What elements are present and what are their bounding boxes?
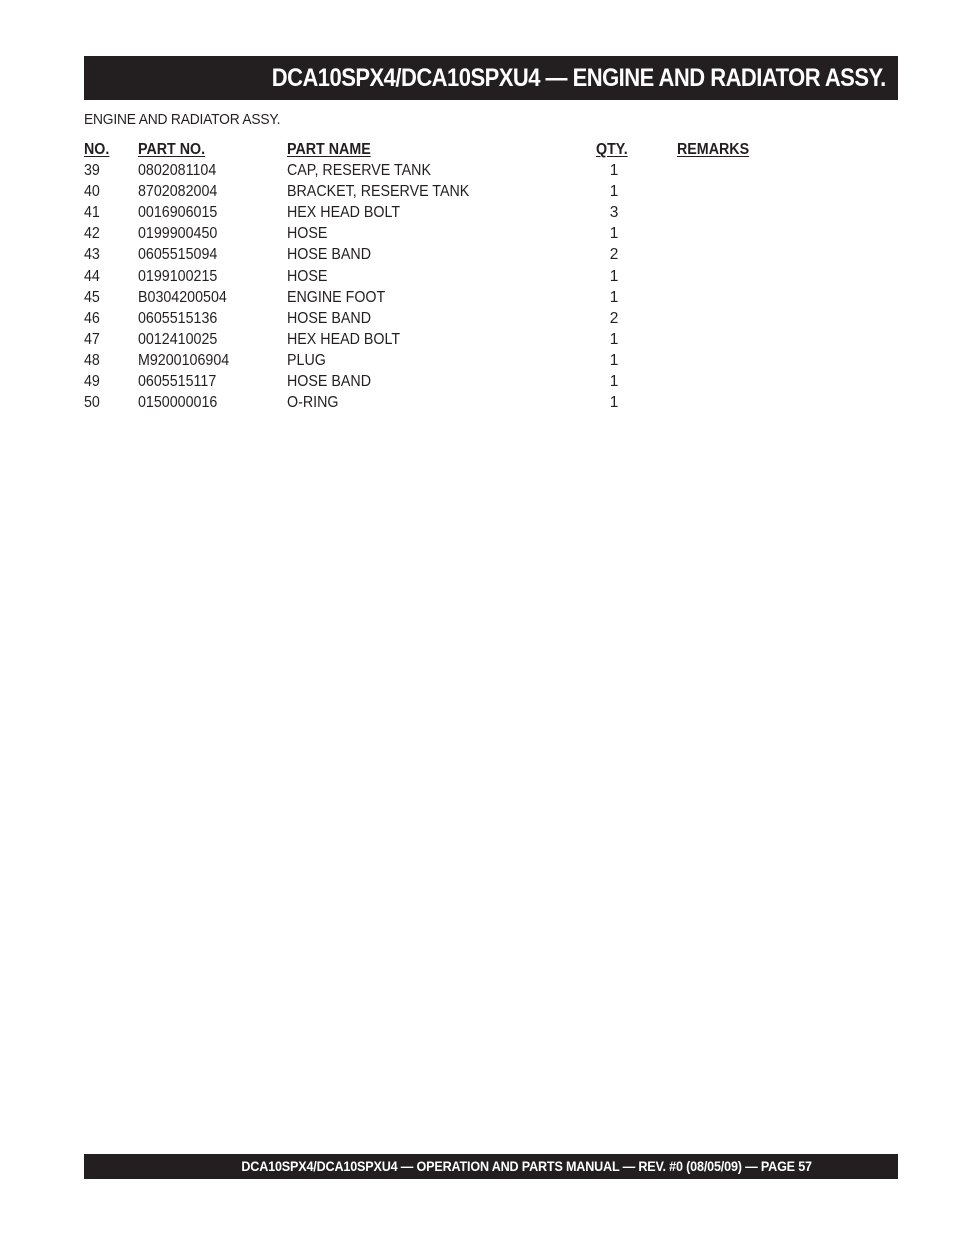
cell-part-no: 0199100215: [138, 267, 218, 285]
cell-no: 50: [84, 394, 100, 412]
cell-qty: 1: [609, 288, 619, 306]
cell-part-name: O-RING: [287, 394, 339, 412]
page-title-bar: [84, 56, 898, 100]
table-row: [84, 223, 784, 244]
cell-part-no: 0802081104: [138, 162, 217, 180]
cell-part-name: ENGINE FOOT: [287, 288, 386, 306]
cell-qty: 1: [609, 351, 619, 369]
cell-part-no: M9200106904: [138, 351, 230, 369]
table-row: [84, 160, 784, 181]
table-row: [84, 329, 784, 350]
header-remarks: REMARKS: [677, 141, 750, 158]
cell-part-name: HEX HEAD BOLT: [287, 330, 401, 348]
table-row: [84, 181, 784, 202]
cell-part-no: 0016906015: [138, 204, 218, 222]
cell-qty: 1: [609, 394, 619, 412]
cell-qty: 1: [609, 330, 619, 348]
header-part-name: PART NAME: [287, 141, 371, 158]
cell-no: 39: [84, 162, 100, 180]
cell-part-no: 0605515094: [138, 246, 218, 264]
parts-table: [84, 139, 784, 413]
cell-qty: 1: [609, 373, 619, 391]
cell-part-no: B0304200504: [138, 288, 227, 306]
cell-no: 42: [84, 225, 100, 243]
cell-qty: 3: [609, 204, 619, 222]
cell-part-name: BRACKET, RESERVE TANK: [287, 183, 470, 201]
table-row: [84, 392, 784, 413]
table-row: [84, 202, 784, 223]
header-part-no: PART NO.: [138, 141, 206, 158]
cell-no: 45: [84, 288, 100, 306]
cell-part-name: CAP, RESERVE TANK: [287, 162, 431, 180]
cell-part-name: HOSE BAND: [287, 246, 372, 264]
cell-qty: 1: [609, 267, 619, 285]
cell-part-name: HOSE BAND: [287, 373, 372, 391]
cell-no: 41: [84, 204, 100, 222]
cell-no: 44: [84, 267, 100, 285]
cell-part-no: 0199900450: [138, 225, 218, 243]
table-row: [84, 350, 784, 371]
cell-no: 43: [84, 246, 100, 264]
cell-part-name: HOSE: [287, 267, 328, 285]
table-row: [84, 266, 784, 287]
cell-part-no: 0605515136: [138, 309, 218, 327]
cell-no: 49: [84, 373, 100, 391]
cell-qty: 2: [609, 246, 619, 264]
cell-qty: 1: [609, 162, 619, 180]
cell-part-name: HEX HEAD BOLT: [287, 204, 401, 222]
cell-part-no: 0605515117: [138, 373, 217, 391]
footer-text: DCA10SPX4/DCA10SPXU4 — OPERATION AND PARTS MANUAL — REV. #0 (08/05/09) — PAGE 57: [241, 1158, 812, 1174]
table-row: [84, 371, 784, 392]
cell-part-name: PLUG: [287, 351, 326, 369]
cell-part-name: HOSE BAND: [287, 309, 372, 327]
cell-part-no: 8702082004: [138, 183, 218, 201]
header-qty: QTY.: [596, 141, 628, 158]
cell-part-no: 0150000016: [138, 394, 218, 412]
page-title: DCA10SPX4/DCA10SPXU4 — ENGINE AND RADIATOR ASSY.: [271, 64, 886, 92]
cell-part-no: 0012410025: [138, 330, 218, 348]
footer-bar: [84, 1154, 898, 1179]
section-label: ENGINE AND RADIATOR ASSY.: [84, 111, 281, 128]
cell-no: 47: [84, 330, 100, 348]
table-row: [84, 308, 784, 329]
header-no: NO.: [84, 141, 110, 158]
cell-no: 46: [84, 309, 100, 327]
cell-part-name: HOSE: [287, 225, 328, 243]
cell-no: 48: [84, 351, 100, 369]
table-body: [84, 160, 784, 413]
cell-qty: 2: [609, 309, 619, 327]
cell-qty: 1: [609, 225, 619, 243]
table-header-row: [84, 139, 784, 160]
table-row: [84, 287, 784, 308]
cell-no: 40: [84, 183, 100, 201]
cell-qty: 1: [609, 183, 619, 201]
table-row: [84, 244, 784, 265]
